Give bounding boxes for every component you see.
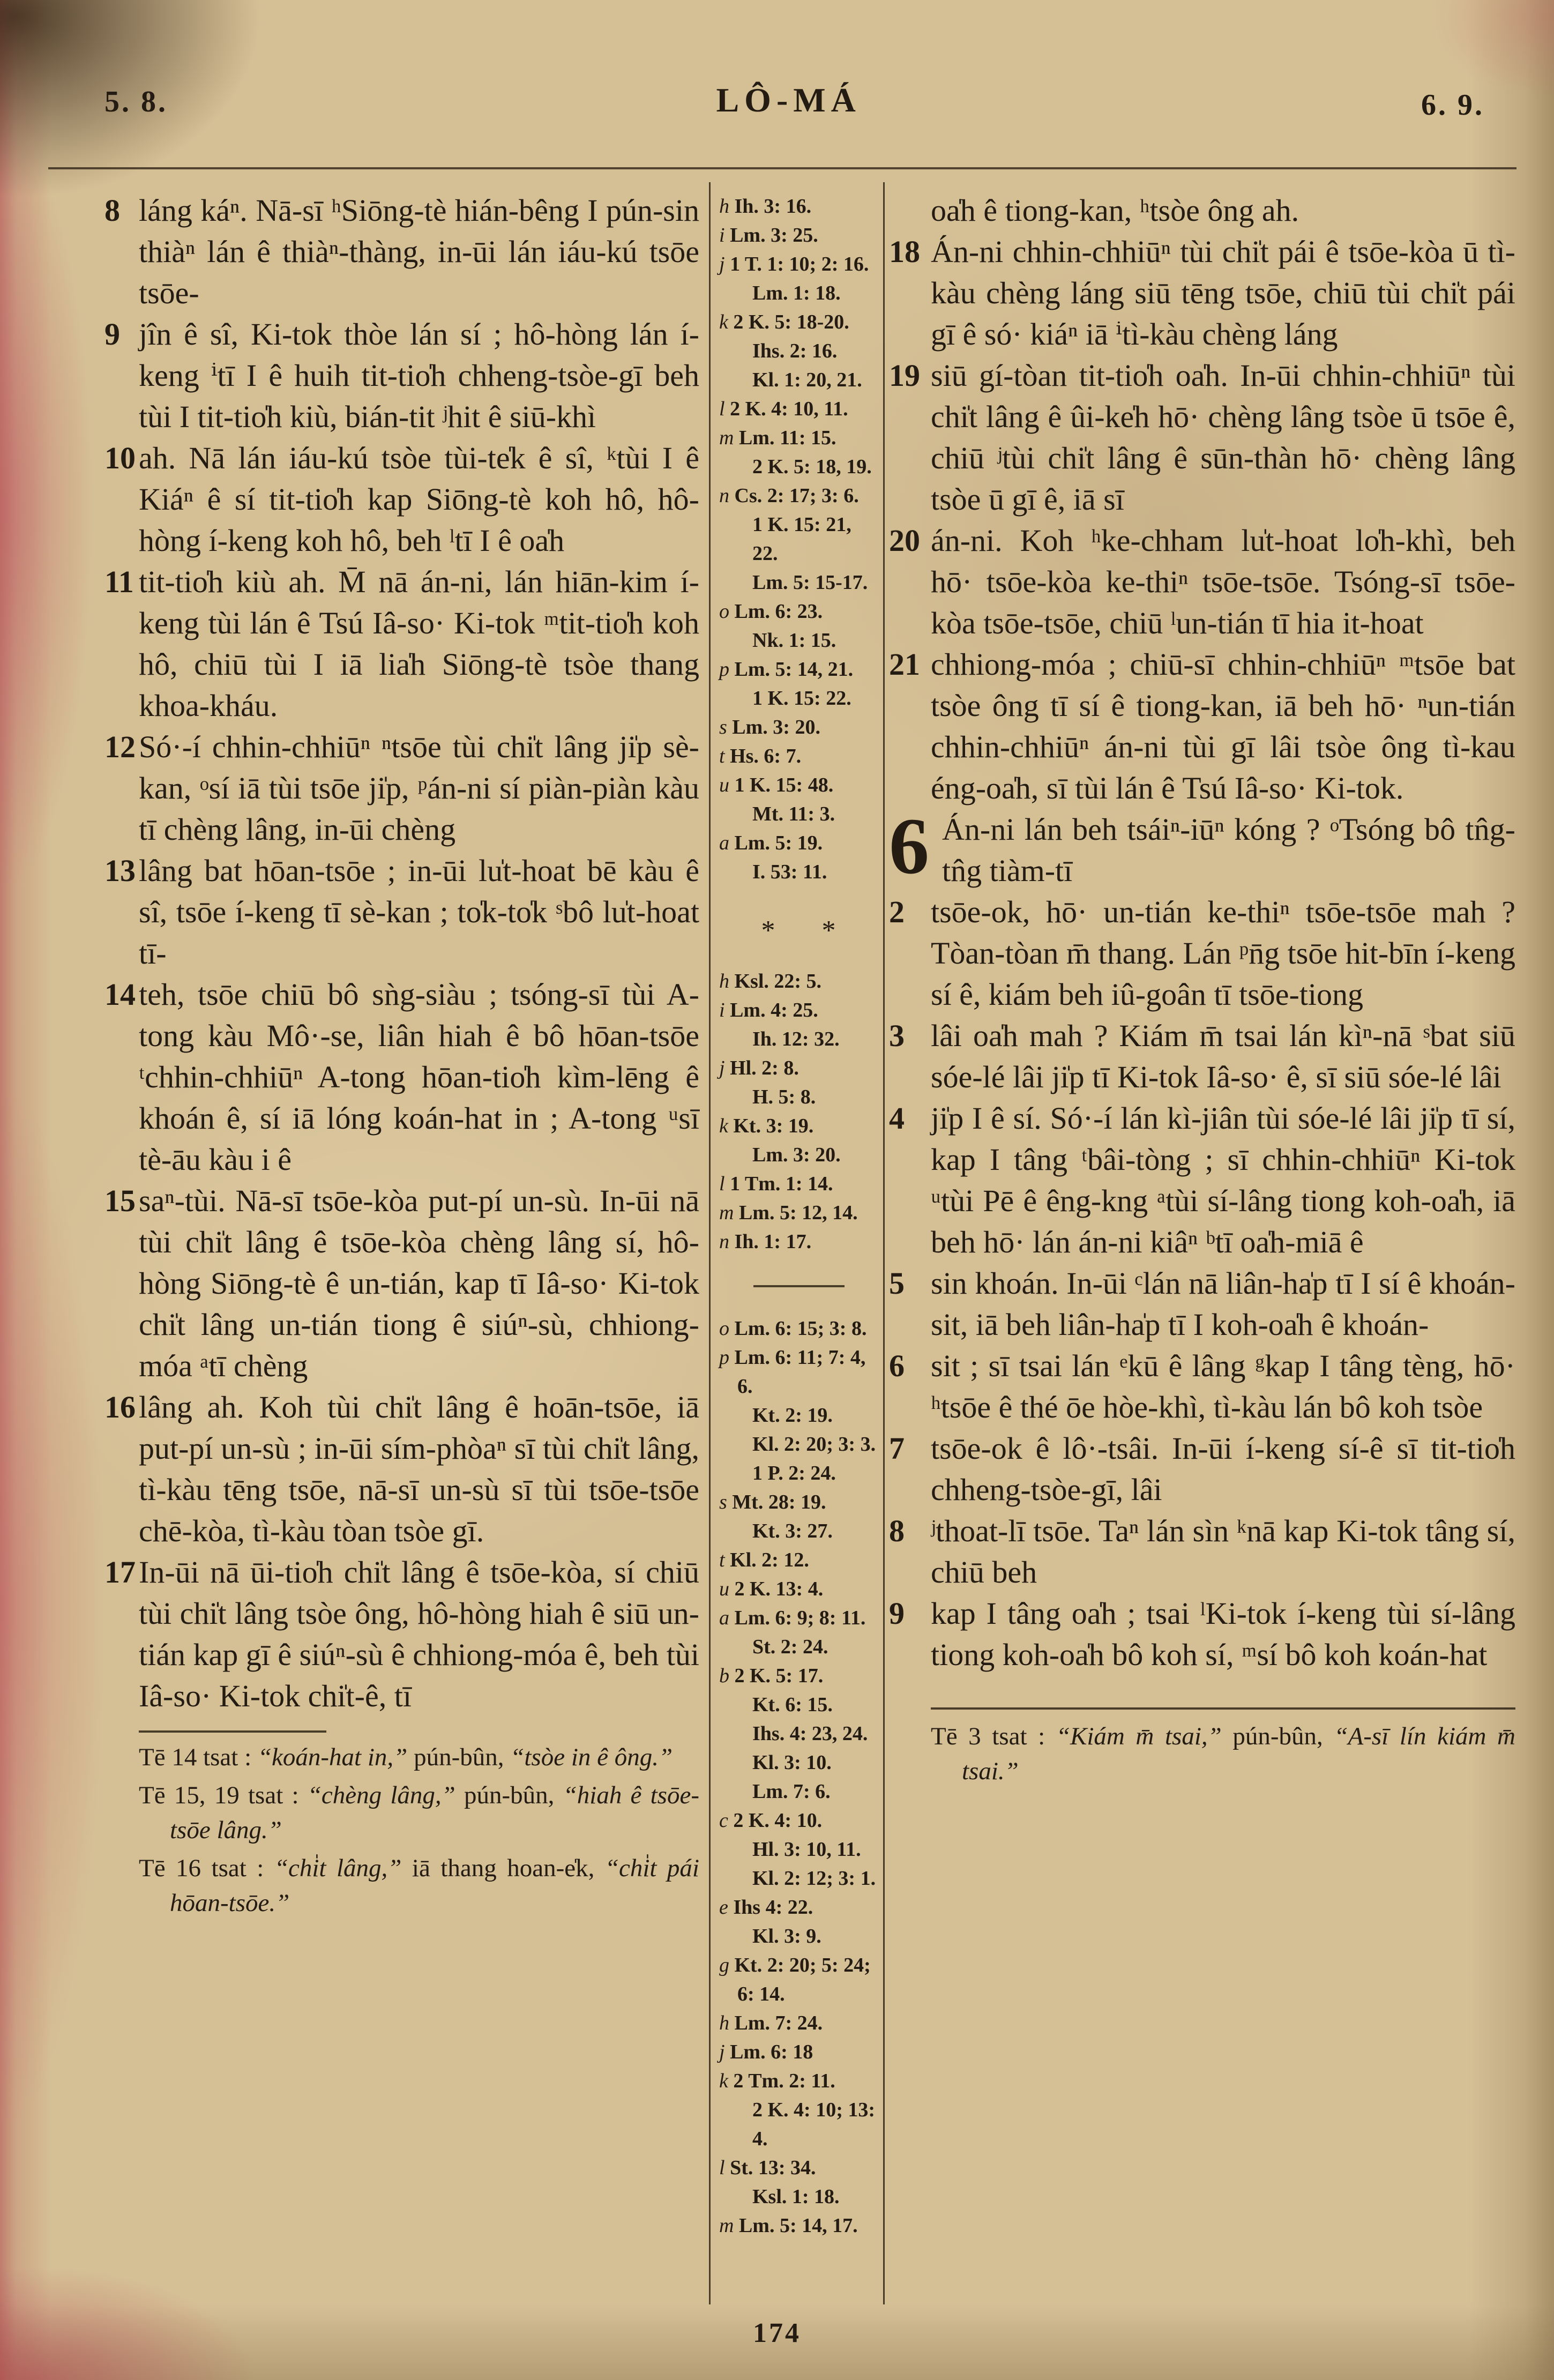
verse-paragraph — [889, 891, 1515, 1015]
reference-letter: e — [719, 1896, 728, 1919]
footnote: Tē 14 tsat : “koán-hat in,” pún-bûn, “tsòe in ê ông.” — [139, 1743, 673, 1771]
reference-letter: o — [719, 1317, 729, 1340]
page-number: 174 — [753, 2318, 801, 2348]
reference-letter: n — [719, 484, 729, 507]
verse-paragraph — [104, 314, 699, 437]
reference-text: 1 K. 15: 21, 22. — [752, 513, 851, 565]
verse-number: 16 — [104, 1390, 136, 1424]
cross-reference-line — [719, 365, 879, 394]
reference-text: Hs. 6: 7. — [724, 745, 802, 767]
cross-reference-line — [719, 1632, 879, 1661]
cross-reference-line — [719, 510, 879, 568]
cross-reference-line — [719, 2066, 879, 2095]
reference-text: Kl. 2: 12. — [724, 1549, 809, 1571]
verse-paragraph — [889, 1015, 1515, 1098]
verse-number: 8 — [104, 193, 120, 228]
cross-reference-line — [719, 2038, 879, 2066]
cross-reference-line — [719, 2153, 879, 2182]
reference-text: Lm. 3: 25. — [724, 224, 818, 247]
verse-text: sit ; sī tsai lán ᵉkū ê lâng ᵍkap I tâng tèng, hō· ʰtsōe ê thé ōe hòe-khì, tì-kàu lán bô koh tsòe — [931, 1348, 1515, 1424]
cross-reference-line — [719, 1227, 879, 1256]
reference-text: Ihs. 2: 16. — [752, 340, 838, 362]
verse-paragraph — [104, 726, 699, 850]
verse-paragraph — [889, 644, 1515, 809]
verse-text: jîn ê sî, Ki-tok thòe lán sí ; hô-hòng lán í-keng ⁱtī I ê huih tit-tio̍h chheng-tsòe-gī beh tùi I tit-tio̍h kiù, bián-tit ʲhit ê siū-khì — [139, 317, 699, 434]
reference-text: Lm. 6: 11; 7: 4, 6. — [729, 1346, 866, 1398]
reference-text: 1 K. 15: 48. — [729, 774, 834, 796]
cross-reference-column — [711, 182, 883, 2310]
verse-text: Án-ni chhin-chhiūⁿ tùi chi̍t pái ê tsōe-kòa ū tì-kàu chèng láng siū tēng tsōe, chiū tùi chi̍t pái gī ê só· kiáⁿ iā ⁱtì-kàu chèng láng — [931, 234, 1515, 352]
reference-letter: t — [719, 1549, 725, 1571]
verse-text: teh, tsōe chiū bô sǹg-siàu ; tsóng-sī tùi A-tong kàu Mô·-se, liân hiah ê bô hōan-tsōe ᵗchhin-chhiūⁿ A-tong hōan-tio̍h kìm-lēng ê khoán ê, sí iā lóng koán-hat in ; A-tong ᵘsī tè-āu kàu i ê — [139, 977, 699, 1177]
reference-text: 2 Tm. 2: 11. — [728, 2070, 835, 2092]
verse-number: 5 — [889, 1266, 905, 1301]
reference-text: Lm. 11: 15. — [734, 427, 836, 449]
reference-text: Lm. 3: 20. — [727, 716, 820, 738]
reference-text: St. 2: 24. — [752, 1636, 828, 1658]
verse-text: In-ūi nā ūi-tio̍h chi̍t lâng ê tsōe-kòa, sí chiū tùi chi̍t lâng tsòe ông, hô-hòng hiah ê siū un-tián kap gī ê siúⁿ-sù ê chhiong-móa ê, beh tùi Iâ-so· Ki-tok chi̍t-ê, tī — [139, 1555, 699, 1713]
cross-reference-line — [719, 1140, 879, 1169]
footnote: Tē 16 tsat : “chi̍t lâng,” iā thang hoan-e̍k, “chi̍t pái hōan-tsōe.” — [139, 1854, 699, 1917]
reference-text: Nk. 1: 15. — [752, 629, 836, 652]
cross-reference-line — [719, 1430, 879, 1459]
cross-reference-line — [719, 829, 879, 857]
verse-paragraph — [889, 1428, 1515, 1510]
verse-number: 14 — [104, 977, 136, 1012]
reference-text: Lm. 7: 24. — [729, 2012, 823, 2034]
verse-text: tsōe-ok ê lô·-tsâi. In-ūi í-keng sí-ê sī tit-tio̍h chheng-tsòe-gī, lâi — [931, 1431, 1515, 1507]
verse-number: 4 — [889, 1101, 905, 1136]
cross-reference-line — [719, 2009, 879, 2038]
reference-letter: c — [719, 1809, 728, 1832]
cross-reference-line — [719, 568, 879, 597]
reference-text: Kl. 1: 20, 21. — [752, 369, 862, 391]
cross-reference-line — [719, 1054, 879, 1083]
verse-number: 10 — [104, 441, 136, 475]
cross-reference-line — [719, 800, 879, 829]
reference-letter: j — [719, 2041, 725, 2063]
verse-text: oa̍h ê tiong-kan, ʰtsòe ông ah. — [931, 193, 1299, 228]
verse-number: 9 — [889, 1596, 905, 1631]
reference-text: Lm. 4: 25. — [724, 999, 818, 1021]
cross-reference-line — [719, 337, 879, 365]
reference-letter: i — [719, 224, 725, 247]
cross-reference-line — [719, 742, 879, 771]
cross-reference-line — [719, 1748, 879, 1777]
cross-reference-line — [719, 1459, 879, 1488]
cross-reference-line — [719, 1864, 879, 1893]
section-star-separator: * * — [761, 915, 837, 946]
reference-letter: h — [719, 195, 729, 218]
right-column-verses — [889, 190, 1515, 1675]
verse-number: 2 — [889, 894, 905, 929]
verse-number: 20 — [889, 523, 920, 558]
page-title: LÔ-MÁ — [716, 81, 861, 119]
reference-text: Hl. 2: 8. — [724, 1057, 799, 1079]
reference-letter: o — [719, 600, 729, 623]
reference-text: Lm. 6: 18 — [724, 2041, 813, 2063]
verse-number: 9 — [104, 317, 120, 352]
verse-text: láng káⁿ. Nā-sī ʰSiōng-tè hián-bêng I pún-sin thiàⁿ lán ê thiàⁿ-thàng, in-ūi lán iáu-kú tsōe tsōe- — [139, 193, 699, 310]
reference-text: Kt. 2: 19. — [752, 1404, 833, 1427]
cross-reference-line — [719, 308, 879, 337]
cross-reference-line — [719, 1690, 879, 1719]
reference-text: Ksl. 22: 5. — [729, 970, 822, 993]
reference-letter: u — [719, 774, 729, 796]
cross-reference-line — [719, 857, 879, 886]
verse-paragraph — [889, 1345, 1515, 1428]
cross-reference-line — [719, 192, 879, 221]
reference-letter: b — [719, 1665, 729, 1687]
reference-text: Lm. 5: 14, 21. — [729, 658, 854, 681]
verse-paragraph — [889, 1263, 1515, 1345]
cross-reference-line — [719, 1083, 879, 1111]
cross-reference-line — [719, 684, 879, 713]
verse-number: 12 — [104, 729, 136, 764]
reference-text: 1 P. 2: 24. — [752, 1462, 836, 1484]
verse-text: ʲthoat-lī tsōe. Taⁿ lán sìn ᵏnā kap Ki-tok tâng sí, chiū beh — [931, 1513, 1515, 1590]
verse-number: 3 — [889, 1018, 905, 1053]
reference-text: Ihs. 4: 23, 24. — [752, 1722, 868, 1745]
verse-paragraph — [889, 1510, 1515, 1593]
cross-reference-line — [719, 1169, 879, 1198]
reference-letter: u — [719, 1578, 729, 1600]
header-rule — [48, 167, 1516, 169]
verse-number: 11 — [104, 564, 134, 599]
verse-paragraph — [104, 974, 699, 1180]
reference-text: Kl. 2: 12; 3: 1. — [752, 1867, 876, 1890]
left-column-verses — [104, 190, 699, 1717]
chapter-verse-ref-right: 6. 9. — [1421, 88, 1484, 122]
reference-letter: k — [719, 2070, 728, 2092]
reference-text: Lm. 6: 23. — [729, 600, 823, 623]
cross-reference-line — [719, 1575, 879, 1603]
reference-letter: g — [719, 1954, 729, 1976]
reference-letter: l — [719, 398, 725, 420]
reference-text: Lm. 6: 9; 8: 11. — [729, 1607, 866, 1629]
chapter-number: 6 — [889, 802, 929, 891]
reference-text: 2 K. 4: 10, 11. — [724, 398, 848, 420]
verse-number: 15 — [104, 1183, 136, 1218]
footnote: Tē 3 tsat : “Kiám m̄ tsai,” pún-bûn, “A-sī lín kiám m̄ tsai.” — [931, 1722, 1515, 1785]
reference-text: 2 K. 4: 10. — [728, 1809, 823, 1832]
verse-text: tsōe-ok, hō· un-tián ke-thiⁿ tsōe-tsōe mah ? Tòan-tòan m̄ thang. Lán ᵖn̄g tsōe hit-bīn í-keng sí ê, kiám beh iû-goân tī tsōe-tiong — [931, 894, 1515, 1012]
reference-text: Mt. 28: 19. — [727, 1491, 826, 1513]
verse-paragraph — [889, 520, 1515, 644]
cross-reference-line — [719, 1314, 879, 1343]
reference-text: Lm. 5: 19. — [729, 832, 823, 854]
reference-text: H. 5: 8. — [752, 1086, 816, 1108]
reference-text: Kl. 3: 9. — [752, 1925, 821, 1948]
reference-letter: l — [719, 1173, 725, 1195]
reference-text: St. 13: 34. — [724, 2157, 816, 2179]
reference-letter: a — [719, 832, 729, 854]
verse-number: 13 — [104, 853, 136, 888]
reference-text: Lm. 5: 14, 17. — [734, 2214, 858, 2237]
reference-letter: s — [719, 1491, 727, 1513]
verse-text: ji̍p I ê sí. Só·-í lán kì-jiân tùi sóe-lé lâi ji̍p tī sí, kap I tâng ᵗbâi-tòng ; sī chhin-chhiūⁿ Ki-tok ᵘtùi Pē ê êng-kng ᵃtùi sí-lâng tiong koh-oa̍h, iā beh hō· lán án-ni kiâⁿ ᵇtī oa̍h-miā ê — [931, 1101, 1515, 1259]
verse-paragraph — [889, 1098, 1515, 1263]
cross-reference-line — [719, 1661, 879, 1690]
verse-paragraph — [104, 1386, 699, 1551]
verse-paragraph — [104, 1551, 699, 1717]
reference-letter: h — [719, 2012, 729, 2034]
cross-reference-line — [719, 1343, 879, 1401]
reference-text: 2 K. 4: 10; 13: 4. — [752, 2099, 876, 2150]
cross-reference-line — [719, 250, 879, 279]
reference-text: 2 K. 5: 17. — [729, 1665, 824, 1687]
reference-text: Hl. 3: 10, 11. — [752, 1838, 861, 1861]
cross-reference-line — [719, 1401, 879, 1430]
verse-number: 6 — [889, 1348, 905, 1383]
verse-text: Só·-í chhin-chhiūⁿ ⁿtsōe tùi chi̍t lâng ji̍p sè-kan, ᵒsí iā tùi tsōe ji̍p, ᵖán-ni sí piàn-piàn kàu tī chèng lâng, in-ūi chèng — [139, 729, 699, 847]
verse-text: lâi oa̍h mah ? Kiám m̄ tsai lán kìⁿ-nā ˢbat siū sóe-lé lâi ji̍p tī Ki-tok Iâ-so· ê, sī siū sóe-lé lâi — [931, 1018, 1515, 1094]
verse-paragraph — [889, 1593, 1515, 1675]
reference-letter: h — [719, 970, 729, 993]
cross-reference-line — [719, 967, 879, 996]
cross-reference-line — [719, 2095, 879, 2153]
reference-letter: t — [719, 745, 725, 767]
verse-paragraph — [104, 1180, 699, 1386]
cross-reference-line — [719, 394, 879, 423]
cross-reference-line — [719, 423, 879, 452]
reference-letter: m — [719, 1202, 734, 1224]
reference-letter: k — [719, 311, 728, 333]
reference-letter: k — [719, 1115, 728, 1137]
reference-letter: s — [719, 716, 727, 738]
cross-reference-line — [719, 1893, 879, 1922]
footnote-rule — [931, 1707, 1515, 1710]
reference-text: Ih. 1: 17. — [729, 1230, 812, 1253]
reference-letter: p — [719, 658, 729, 681]
verse-paragraph — [931, 190, 1515, 231]
cross-reference-line — [719, 1835, 879, 1864]
cross-reference-line — [719, 1111, 879, 1140]
reference-text: Kt. 3: 27. — [752, 1520, 833, 1542]
verse-text: siū gí-tòan tit-tio̍h oa̍h. In-ūi chhin-chhiūⁿ tùi chi̍t lâng ê ûi-ke̍h hō· chèng lâng tsòe ū tsōe ê, chiū ʲtùi chi̍t lâng ê sūn-thàn hō· chèng lâng tsòe ū gī ê, iā sī — [931, 358, 1515, 517]
verse-text: án-ni. Koh ʰke-chham lu̍t-hoat lo̍h-khì, beh hō· tsōe-kòa ke-thiⁿ tsōe-tsōe. Tsóng-sī tsōe-kòa tsōe-tsōe, chiū ˡun-tián tī hia it-hoat — [931, 523, 1515, 640]
reference-text: Kl. 2: 20; 3: 3. — [752, 1433, 876, 1456]
cross-reference-line — [719, 481, 879, 510]
cross-reference-line — [719, 1951, 879, 2009]
cross-reference-line — [719, 221, 879, 250]
reference-letter: j — [719, 253, 725, 275]
verse-text: kap I tâng oa̍h ; tsai ˡKi-tok í-keng tùi sí-lâng tiong koh-oa̍h bô koh sí, ᵐsí bô koh koán-hat — [931, 1596, 1515, 1672]
verse-number: 17 — [104, 1555, 136, 1590]
right-text-column — [885, 182, 1515, 2310]
cross-reference-line — [719, 597, 879, 626]
reference-letter: m — [719, 427, 734, 449]
reference-letter: a — [719, 1607, 729, 1629]
reference-text: I. 53: 11. — [752, 861, 827, 883]
reference-letter: i — [719, 999, 725, 1021]
left-footnotes — [139, 1730, 699, 1921]
verse-number: 18 — [889, 234, 920, 269]
chapter-verse-ref-left: 5. 8. — [104, 85, 168, 118]
reference-letter: p — [719, 1346, 729, 1369]
cross-reference-line — [719, 1546, 879, 1575]
footnote-rule — [139, 1730, 326, 1733]
verse-text: Án-ni lán beh tsáiⁿ-iūⁿ kóng ? ᵒTsóng bô tn̂g-tn̂g tiàm-tī — [942, 812, 1515, 888]
reference-text: Lm. 5: 12, 14. — [734, 1202, 858, 1224]
reference-text: Lm. 6: 15; 3: 8. — [729, 1317, 867, 1340]
reference-text: 1 K. 15: 22. — [752, 687, 851, 710]
cross-reference-line — [719, 279, 879, 308]
reference-text: Ihs 4: 22. — [728, 1896, 813, 1919]
cross-reference-line — [719, 996, 879, 1025]
chapter-start-paragraph — [889, 802, 1515, 891]
verse-text: lâng ah. Koh tùi chi̍t lâng ê hoān-tsōe, iā put-pí un-sù ; in-ūi sím-phòaⁿ sī tùi chi̍t lâng, tì-kàu tēng tsōe, nā-sī un-sù sī tùi tsōe-tsōe chē-kòa, tì-kàu tòan tsòe gī. — [139, 1390, 699, 1548]
verse-number: 19 — [889, 358, 920, 393]
reference-text: 2 K. 13: 4. — [729, 1578, 824, 1600]
reference-text: Lm. 5: 15-17. — [752, 571, 868, 594]
cross-reference-line — [719, 1198, 879, 1227]
cross-reference-line — [719, 1488, 879, 1517]
reference-text: Mt. 11: 3. — [752, 803, 835, 825]
cross-reference-line — [719, 1922, 879, 1951]
verse-text: lâng bat hōan-tsōe ; in-ūi lu̍t-hoat bē kàu ê sî, tsōe í-keng tī sè-kan ; to̍k-to̍k ˢbô lu̍t-hoat tī- — [139, 853, 699, 971]
verse-paragraph — [889, 355, 1515, 520]
cross-reference-line — [719, 771, 879, 800]
reference-text: Cs. 2: 17; 3: 6. — [729, 484, 859, 507]
left-text-column — [104, 182, 709, 2310]
cross-reference-line — [719, 1719, 879, 1748]
verse-text: tit-tio̍h kiù ah. M̄ nā án-ni, lán hiān-kim í-keng tùi lán ê Tsú Iâ-so· Ki-tok ᵐtit-tio̍h koh hô, chiū tùi I iā lia̍h Siōng-tè tsòe thang khoa-kháu. — [139, 564, 699, 723]
reference-text: Lm. 1: 18. — [752, 282, 841, 304]
reference-letter: j — [719, 1057, 725, 1079]
cross-reference-line — [719, 1517, 879, 1546]
verse-number: 8 — [889, 1513, 905, 1548]
verse-text: ah. Nā lán iáu-kú tsòe tùi-te̍k ê sî, ᵏtùi I ê Kiáⁿ ê sí tit-tio̍h kap Siōng-tè koh hô, hô-hòng í-keng koh hô, beh ˡtī I ê oa̍h — [139, 441, 699, 558]
reference-text: 1 Tm. 1: 14. — [724, 1173, 833, 1195]
verse-paragraph — [104, 190, 699, 314]
reference-letter: l — [719, 2157, 725, 2179]
cross-reference-line — [719, 2182, 879, 2211]
reference-text: Kt. 6: 15. — [752, 1693, 833, 1716]
verse-paragraph — [104, 561, 699, 726]
reference-text: 2 K. 5: 18, 19. — [752, 456, 872, 478]
verse-number: 7 — [889, 1431, 905, 1466]
reference-text: Ih. 3: 16. — [729, 195, 812, 218]
verse-number: 21 — [889, 647, 920, 682]
reference-text: Lm. 7: 6. — [752, 1780, 831, 1803]
reference-letter: m — [719, 2214, 734, 2237]
cross-reference-line — [719, 626, 879, 655]
reference-letter: n — [719, 1230, 729, 1253]
cross-reference-line — [719, 655, 879, 684]
cross-reference-line — [719, 2211, 879, 2240]
verse-paragraph — [104, 850, 699, 974]
cross-reference-line — [719, 1603, 879, 1632]
verse-paragraph — [104, 437, 699, 561]
cross-reference-line — [719, 713, 879, 742]
running-head — [104, 80, 1484, 129]
reference-text: 2 K. 5: 18-20. — [728, 311, 849, 333]
section-rule-separator — [753, 1285, 845, 1287]
page-columns — [104, 182, 1515, 2310]
verse-text: saⁿ-tùi. Nā-sī tsōe-kòa put-pí un-sù. In-ūi nā tùi chi̍t lâng ê tsōe-kòa chèng lâng sí, hô-hòng Siōng-tè ê un-tián, kap tī Iâ-so· Ki-tok chi̍t lâng un-tián tiong ê siúⁿ-sù, chhiong-móa ᵃtī chèng — [139, 1183, 699, 1383]
reference-text: Ih. 12: 32. — [752, 1028, 840, 1050]
footnote: Tē 15, 19 tsat : “chèng lâng,” pún-bûn, “hiah ê tsōe-tsōe lâng.” — [139, 1781, 699, 1844]
reference-text: Kt. 2: 20; 5: 24; 6: 14. — [729, 1954, 871, 2005]
right-footnotes — [931, 1707, 1515, 1789]
cross-reference-line — [719, 1777, 879, 1806]
reference-text: Kl. 3: 10. — [752, 1751, 832, 1774]
cross-reference-line — [719, 452, 879, 481]
verse-paragraph — [889, 231, 1515, 355]
verse-text: chhiong-móa ; chiū-sī chhin-chhiūⁿ ᵐtsōe bat tsòe ông tī sí ê tiong-kan, iā beh hō· ⁿun-tián chhin-chhiūⁿ án-ni tùi gī lâi tsòe ông tì-kau éng-oa̍h, sī tùi lán ê Tsú Iâ-so· Ki-tok. — [931, 647, 1515, 805]
verse-text: sin khoán. In-ūi ᶜlán nā liân-ha̍p tī I sí ê khoán-sit, iā beh liân-ha̍p tī I koh-oa̍h ê khoán- — [931, 1266, 1515, 1342]
reference-text: Lm. 3: 20. — [752, 1144, 841, 1166]
cross-reference-line — [719, 1025, 879, 1054]
reference-text: 1 T. 1: 10; 2: 16. — [724, 253, 869, 275]
reference-text: Ksl. 1: 18. — [752, 2185, 840, 2208]
reference-text: Kt. 3: 19. — [728, 1115, 814, 1137]
cross-reference-line — [719, 1806, 879, 1835]
